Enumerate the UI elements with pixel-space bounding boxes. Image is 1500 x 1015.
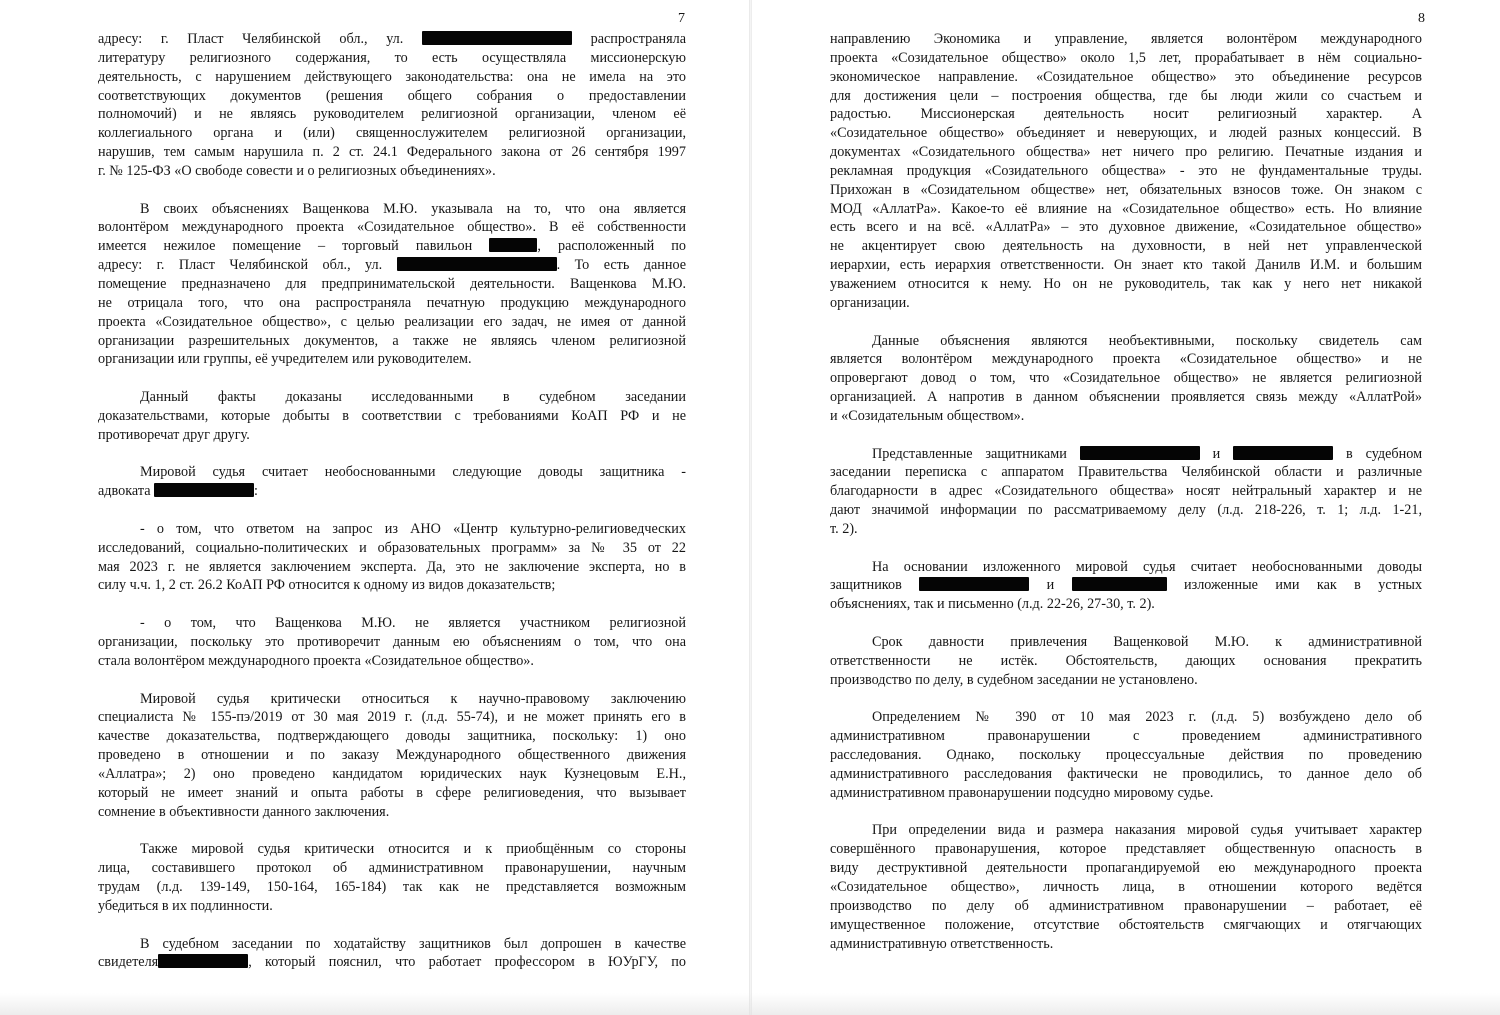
text-line: радостью. Миссионерская деятельность носит религиозный характер. А xyxy=(830,106,1422,123)
text-line: дают значимой информации по рассматриваемому делу (л.д. 218-226, т. 1; л.д. 1-21, xyxy=(830,502,1422,519)
text-line: сомнение в объективности данного заключения. xyxy=(98,803,390,820)
text-line: проведено в отношении и по заказу Международного общественного движения xyxy=(98,747,686,764)
text-line: направлению Экономика и управление, является волонтёром международного xyxy=(830,31,1422,47)
text-line: и «Созидательным обществом». xyxy=(830,407,1025,424)
text-line: Данный факты доказаны исследованными в судебном заседании xyxy=(140,389,686,406)
text-line: иерархии, есть иерархия ответственности. Он знает кто такой Данилв И.М. и большим xyxy=(830,257,1422,274)
text-line: расследования. Однако, поскольку процессуальные действия по проведению xyxy=(830,747,1422,764)
redaction-bar xyxy=(154,483,254,497)
page-7 xyxy=(98,0,686,1015)
text-line: трудам (л.д. 139-149, 150-164, 165-184) так как не представляется возможным xyxy=(98,878,686,895)
text-line: противоречат друг другу. xyxy=(98,426,250,443)
text-line: организации разрешительных документов, а также не являясь членом религиозной xyxy=(98,332,686,349)
text-line: организации. xyxy=(830,294,910,311)
page-gutter xyxy=(749,0,752,1015)
text-line: проекта «Созидательное общество», с целью реализации его задач, не имея от данной xyxy=(98,313,686,330)
text-line: есть всего и на всё. «АллатРа» – это духовное движение, «Созидательное общество» xyxy=(830,219,1422,236)
scan-shadow xyxy=(0,993,1500,1015)
text-line: организации, поскольку это противоречит данным ею объяснениям о том, что она xyxy=(98,634,686,650)
text-line: свидетеля , который пояснил, что работает профессором в ЮУрГУ, по xyxy=(98,954,686,971)
text-line: «Аллатра»; 2) оно проведено кандидатом юридических наук Кузнецовым Е.Н., xyxy=(98,765,686,782)
text-line: благодарности в адрес «Созидательного общества» носят нейтральный характер и не xyxy=(830,483,1422,500)
text-line: административную ответственность. xyxy=(830,935,1054,952)
text-line: стала волонтёром международного проекта «Созидательное общество». xyxy=(98,652,534,669)
text-line: не акцентирует свою деятельность на духовности, в ней нет управленческой xyxy=(830,238,1422,255)
redaction-bar xyxy=(1233,446,1333,460)
redaction-bar xyxy=(158,954,248,968)
text-line: административного расследования фактически не проводились, то данное дело об xyxy=(830,765,1422,782)
text-line: административном правонарушении подсудно мировому судье. xyxy=(830,784,1214,801)
text-line: В своих объяснениях Ващенкова М.Ю. указывала на то, что она является xyxy=(140,200,686,217)
text-line: В судебном заседании по ходатайству защитников был допрошен в качестве xyxy=(140,935,686,952)
text-line: производство по делу, в судебном заседании не установлено. xyxy=(830,671,1198,688)
text-line: литературу религиозного содержания, то есть осуществляла миссионерскую xyxy=(98,49,686,66)
redaction-bar xyxy=(489,238,537,252)
text-line: - о том, что ответом на запрос из АНО «Центр культурно-религиоведческих xyxy=(140,520,686,537)
text-line: объяснениях, так и письменно (л.д. 22-26, 27-30, т. 2). xyxy=(830,596,1155,613)
text-line: Представленные защитниками и в судебном xyxy=(872,445,1423,462)
text-line: организацией. А напротив в данном объяснении проявляется связь между «АллатРой» xyxy=(830,389,1422,406)
page-7-body xyxy=(98,30,686,972)
text-line: деятельность, с нарушением действующего законодательства: она не имела на это xyxy=(98,68,686,85)
text-line: имущественное положение, отсутствие обстоятельств смягчающих и отягчающих xyxy=(830,916,1422,933)
text-line: полномочий) и не являясь руководителем религиозной организации, членом её xyxy=(98,106,686,123)
text-line: организации или группы, её учредителем или руководителем. xyxy=(98,351,472,368)
redaction-bar xyxy=(1072,577,1167,591)
text-line: «Созидательное общество» объединяет и неверующих, и людей разных концессий. В xyxy=(830,125,1422,142)
text-line: Данные объяснения являются необъективными, поскольку свидетель сам xyxy=(872,332,1422,349)
text-line: МОД «АллатРа». Какое-то её влияние на «Созидательное общество» есть. Но влияние xyxy=(830,200,1422,217)
text-line: коллегиального органа и (или) священнослужителем религиозной организации, xyxy=(98,125,686,142)
text-line: Срок давности привлечения Ващенковой М.Ю. к административной xyxy=(872,634,1422,650)
text-line: защитников и изложенные ими как в устных xyxy=(830,577,1423,594)
page-8 xyxy=(830,0,1425,1015)
text-line: имеется нежилое помещение – торговый павильон , расположенный по xyxy=(98,238,686,255)
text-line: рекламная продукция «Созидательного общества» - это не фундаментальные труды. xyxy=(830,162,1422,179)
text-line: Также мировой судья критически относится и к приобщённым со стороны xyxy=(140,841,686,858)
text-line: убедиться в их подлинности. xyxy=(98,897,273,914)
text-line: адресу: г. Пласт Челябинской обл., ул. распространяла xyxy=(98,31,686,47)
text-line: опровергают довод о том, что «Созидательное общество» не является религиозной xyxy=(830,370,1422,387)
page-8-body xyxy=(830,30,1422,953)
text-line: волонтёром международного проекта «Созидательное общество». В её собственности xyxy=(98,219,686,236)
redaction-bar xyxy=(397,257,557,271)
page-number: 7 xyxy=(678,11,685,26)
text-line: силу ч.ч. 1, 2 ст. 26.2 КоАП РФ относится к одному из видов доказательств; xyxy=(98,577,556,594)
text-line: доказательствами, которые добыты в соответствии с требованиями КоАП РФ и не xyxy=(98,407,686,424)
text-line: г. № 125-ФЗ «О свободе совести и о религиозных объединениях». xyxy=(98,162,496,179)
text-line: уважением относится к нему. Но он не руководитель, так как у него нет никакой xyxy=(830,275,1422,292)
text-line: совершённого правонарушения, которое представляет общественную опасность в xyxy=(830,841,1422,858)
text-line: который не имеет знаний и опыта работы в сфере религиоведения, что вызывает xyxy=(98,784,686,801)
text-line: качестве доказательства, подтверждающего доводы защитника, поскольку: 1) оно xyxy=(98,728,686,745)
text-line: соответствующих документов (решения общего собрания о предоставлении xyxy=(98,87,686,104)
text-line: проекта «Созидательное общество» около 1,5 лет, прорабатывает в нём социально- xyxy=(830,49,1422,66)
text-line: - о том, что Ващенкова М.Ю. не является участником религиозной xyxy=(140,615,686,632)
text-line: Прихожан в «Созидательном обществе» нет, обязательных взносов тоже. Он знаком с xyxy=(830,181,1422,198)
text-line: Мировой судья критически относиться к научно-правовому заключению xyxy=(140,690,686,707)
text-line: адресу: г. Пласт Челябинской обл., ул. . То есть данное xyxy=(98,257,687,274)
text-line: На основании изложенного мировой судья считает необоснованными доводы xyxy=(872,558,1422,575)
redaction-bar xyxy=(422,31,572,45)
text-line: ответственности не истёк. Обстоятельств, дающих основания прекратить xyxy=(830,652,1422,669)
text-line: При определении вида и размера наказания мировой судья учитывает характер xyxy=(872,822,1422,839)
text-line: Определением № 390 от 10 мая 2023 г. (л.д. 5) возбуждено дело об xyxy=(872,709,1422,726)
text-line: нарушив, тем самым нарушила п. 2 ст. 24.1 Федерального закона от 26 сентября 1997 xyxy=(98,144,686,161)
text-line: лица, составившего протокол об административном правонарушении, научным xyxy=(98,860,686,877)
page-number: 8 xyxy=(1418,11,1425,26)
text-line: для достижения цели – построения общества, где бы люди жили со счастьем и xyxy=(830,87,1422,104)
text-line: адвоката : xyxy=(98,483,258,500)
redaction-bar xyxy=(919,577,1029,591)
text-line: исследований, социально-политических и образовательных программ» за № 35 от 22 xyxy=(98,539,686,556)
redaction-bar xyxy=(1080,446,1200,460)
text-line: является волонтёром международного проекта «Созидательное общество» и не xyxy=(830,351,1422,368)
text-line: производство по делу об административном правонарушении – работает, её xyxy=(830,897,1422,914)
text-line: административном правонарушении с проведением административного xyxy=(830,728,1422,745)
text-line: не отрицала того, что она распространяла печатную продукцию международного xyxy=(98,294,686,311)
text-line: помещение предназначено для предпринимательской деятельности. Ващенкова М.Ю. xyxy=(98,275,686,292)
text-line: «Созидательное общество», личность лица, в отношении которого ведётся xyxy=(830,878,1422,895)
text-line: экономическое направление. «Созидательное общество» это объединение ресурсов xyxy=(830,68,1422,85)
text-line: специалиста № 155-пэ/2019 от 30 мая 2019 г. (л.д. 55-74), и не может принять его в xyxy=(98,709,686,726)
text-line: Мировой судья считает необоснованными следующие доводы защитника - xyxy=(140,464,686,481)
text-line: заседании переписка с аппаратом Правительства Челябинской области и различные xyxy=(830,464,1422,481)
text-line: мая 2023 г. не является заключением эксперта. Да, это не заключение эксперта, но в xyxy=(98,558,686,575)
text-line: виду деструктивной деятельности пропагандируемой ею международного проекта xyxy=(830,860,1422,877)
text-line: документах «Созидательного общества» нет ничего про религию. Печатные издания и xyxy=(830,144,1422,161)
text-line: т. 2). xyxy=(830,520,858,537)
